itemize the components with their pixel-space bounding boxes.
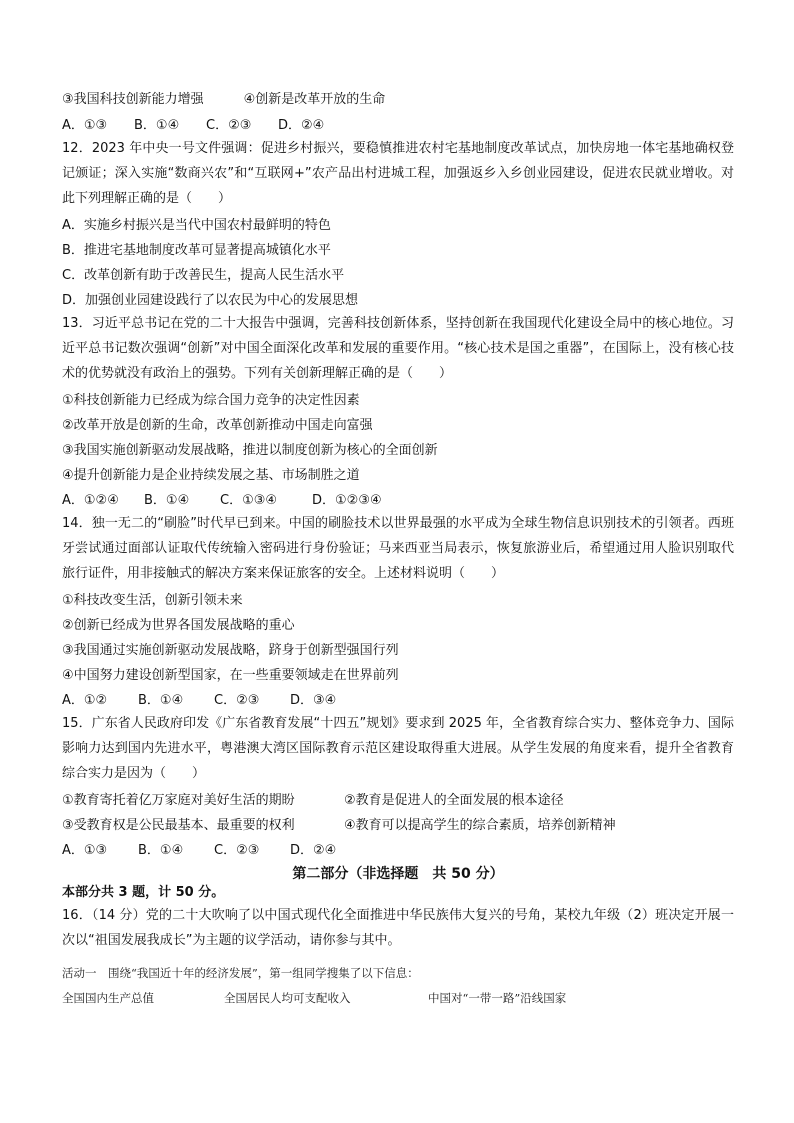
q16-activity: 活动一 围绕“我国近十年的经济发展”，第一组同学搜集了以下信息： (62, 966, 419, 980)
q15-item-4: ④教育可以提高学生的综合素质，培养创新精神 (344, 818, 616, 833)
q12-stem: 12．2023 年中央一号文件强调：促进乡村振兴，要稳慎推进农村宅基地制度改革试点，加快房地一体宅基地确权登记颁证；深入实施“数商兴农”和“互联网+”农产品出村进城工程，加强返乡入乡创业园建设，促进农民就业增收。对此下列理解正确的是（ ） (62, 141, 734, 206)
q13-option-d: D．①②③④ (312, 493, 382, 508)
q13-option-b: B．①④ (144, 493, 190, 508)
q13-stem: 13．习近平总书记在党的二十大报告中强调，完善科技创新体系，坚持创新在我国现代化建设全局中的核心地位。习近平总书记数次强调“创新”对中国全面深化改革和发展的重要作用。“核心技术是国之重器”，在国际上，没有核心技术的优势就没有政治上的强势。下列有关创新理解正确的是（ ） (62, 316, 734, 381)
q12-choice-d: D．加强创业园建设践行了以农民为中心的发展思想 (62, 293, 359, 308)
q15-item-3: ③受教育权是公民最基本、最重要的权利 (62, 818, 295, 833)
q15-options (62, 843, 336, 859)
q11-items (62, 92, 385, 108)
q15-option-b: B．①④ (138, 843, 184, 858)
q14-options (62, 693, 336, 709)
q11-options (62, 118, 324, 134)
q14-item-4: ④中国努力建设创新型国家，在一些重要领域走在世界前列 (62, 668, 399, 683)
q13-option-a: A．①②④ (62, 493, 119, 508)
q14-option-a: A．①② (62, 693, 108, 708)
q15-option-d: D．②④ (290, 843, 337, 858)
q13-options (62, 493, 382, 509)
q12-choice-a: A．实施乡村振兴是当代中国农村最鲜明的特色 (62, 218, 331, 233)
q14-stem: 14．独一无二的“刷脸”时代早已到来。中国的刷脸技术以世界最强的水平成为全球生物信息识别技术的引领者。西班牙尝试通过面部认证取代传统输入密码进行身份验证；马来西亚当局表示，恢复旅游业后，希望通过用人脸识别取代旅行证件，用非接触式的解决方案来保证旅客的安全。上述材料说明（ ） (62, 516, 734, 581)
q14-option-b: B．①④ (138, 693, 184, 708)
q16-label-income: 全国居民人均可支配收入 (224, 991, 351, 1005)
q11-option-a: A．①③ (62, 118, 108, 133)
q14-item-1: ①科技改变生活，创新引领未来 (62, 593, 243, 608)
q11-item-3: ③我国科技创新能力增强 (62, 92, 204, 107)
q15-item-1: ①教育寄托着亿万家庭对美好生活的期盼 (62, 793, 295, 808)
q14-option-c: C．②③ (214, 693, 260, 708)
q13-option-c: C．①③④ (220, 493, 278, 508)
q14-option-d: D．③④ (290, 693, 337, 708)
q13-item-3: ③我国实施创新驱动发展战略，推进以制度创新为核心的全面创新 (62, 443, 438, 458)
q15-option-a: A．①③ (62, 843, 108, 858)
q13-item-1: ①科技创新能力已经成为综合国力竞争的决定性因素 (62, 393, 360, 408)
q13-item-2: ②改革开放是创新的生命，改革创新推动中国走向富强 (62, 418, 373, 433)
q16-label-gdp: 全国国内生产总值 (62, 991, 154, 1005)
q15-item-2: ②教育是促进人的全面发展的根本途径 (344, 793, 564, 808)
q16-stem: 16．（14 分）党的二十大吹响了以中国式现代化全面推进中华民族伟大复兴的号角，某校九年级（2）班决定开展一次以“祖国发展我成长”为主题的议学活动，请你参与其中。 (62, 908, 734, 948)
part2-title: 第二部分（非选择题 共 50 分） (292, 866, 504, 882)
q12-choice-c: C．改革创新有助于改善民生，提高人民生活水平 (62, 268, 345, 283)
q15-items-row-1 (62, 793, 564, 809)
q15-stem: 15．广东省人民政府印发《广东省教育发展“十四五”规划》要求到 2025 年，全省教育综合实力、整体竞争力、国际影响力达到国内先进水平，粤港澳大湾区国际教育示范区建设取得重大进展。从学生发展的角度来看，提升全省教育综合实力是因为（ ） (62, 716, 734, 781)
q14-item-2: ②创新已经成为世界各国发展战略的重心 (62, 618, 295, 633)
part2-note: 本部分共 3 题，计 50 分。 (62, 885, 225, 900)
q15-option-c: C．②③ (214, 843, 260, 858)
q12-choice-b: B．推进宅基地制度改革可显著提高城镇化水平 (62, 243, 331, 258)
q11-option-b: B．①④ (134, 118, 180, 133)
q11-item-4: ④创新是改革开放的生命 (243, 92, 386, 107)
q11-option-d: D．②④ (278, 118, 325, 133)
q15-items-row-2 (62, 818, 616, 834)
q13-item-4: ④提升创新能力是企业持续发展之基、市场制胜之道 (62, 468, 360, 483)
q16-label-belt-road: 中国对“一带一路”沿线国家 (428, 991, 567, 1005)
q11-option-c: C．②③ (206, 118, 252, 133)
q16-labels (62, 990, 566, 1006)
q14-item-3: ③我国通过实施创新驱动发展战略，跻身于创新型强国行列 (62, 643, 399, 658)
